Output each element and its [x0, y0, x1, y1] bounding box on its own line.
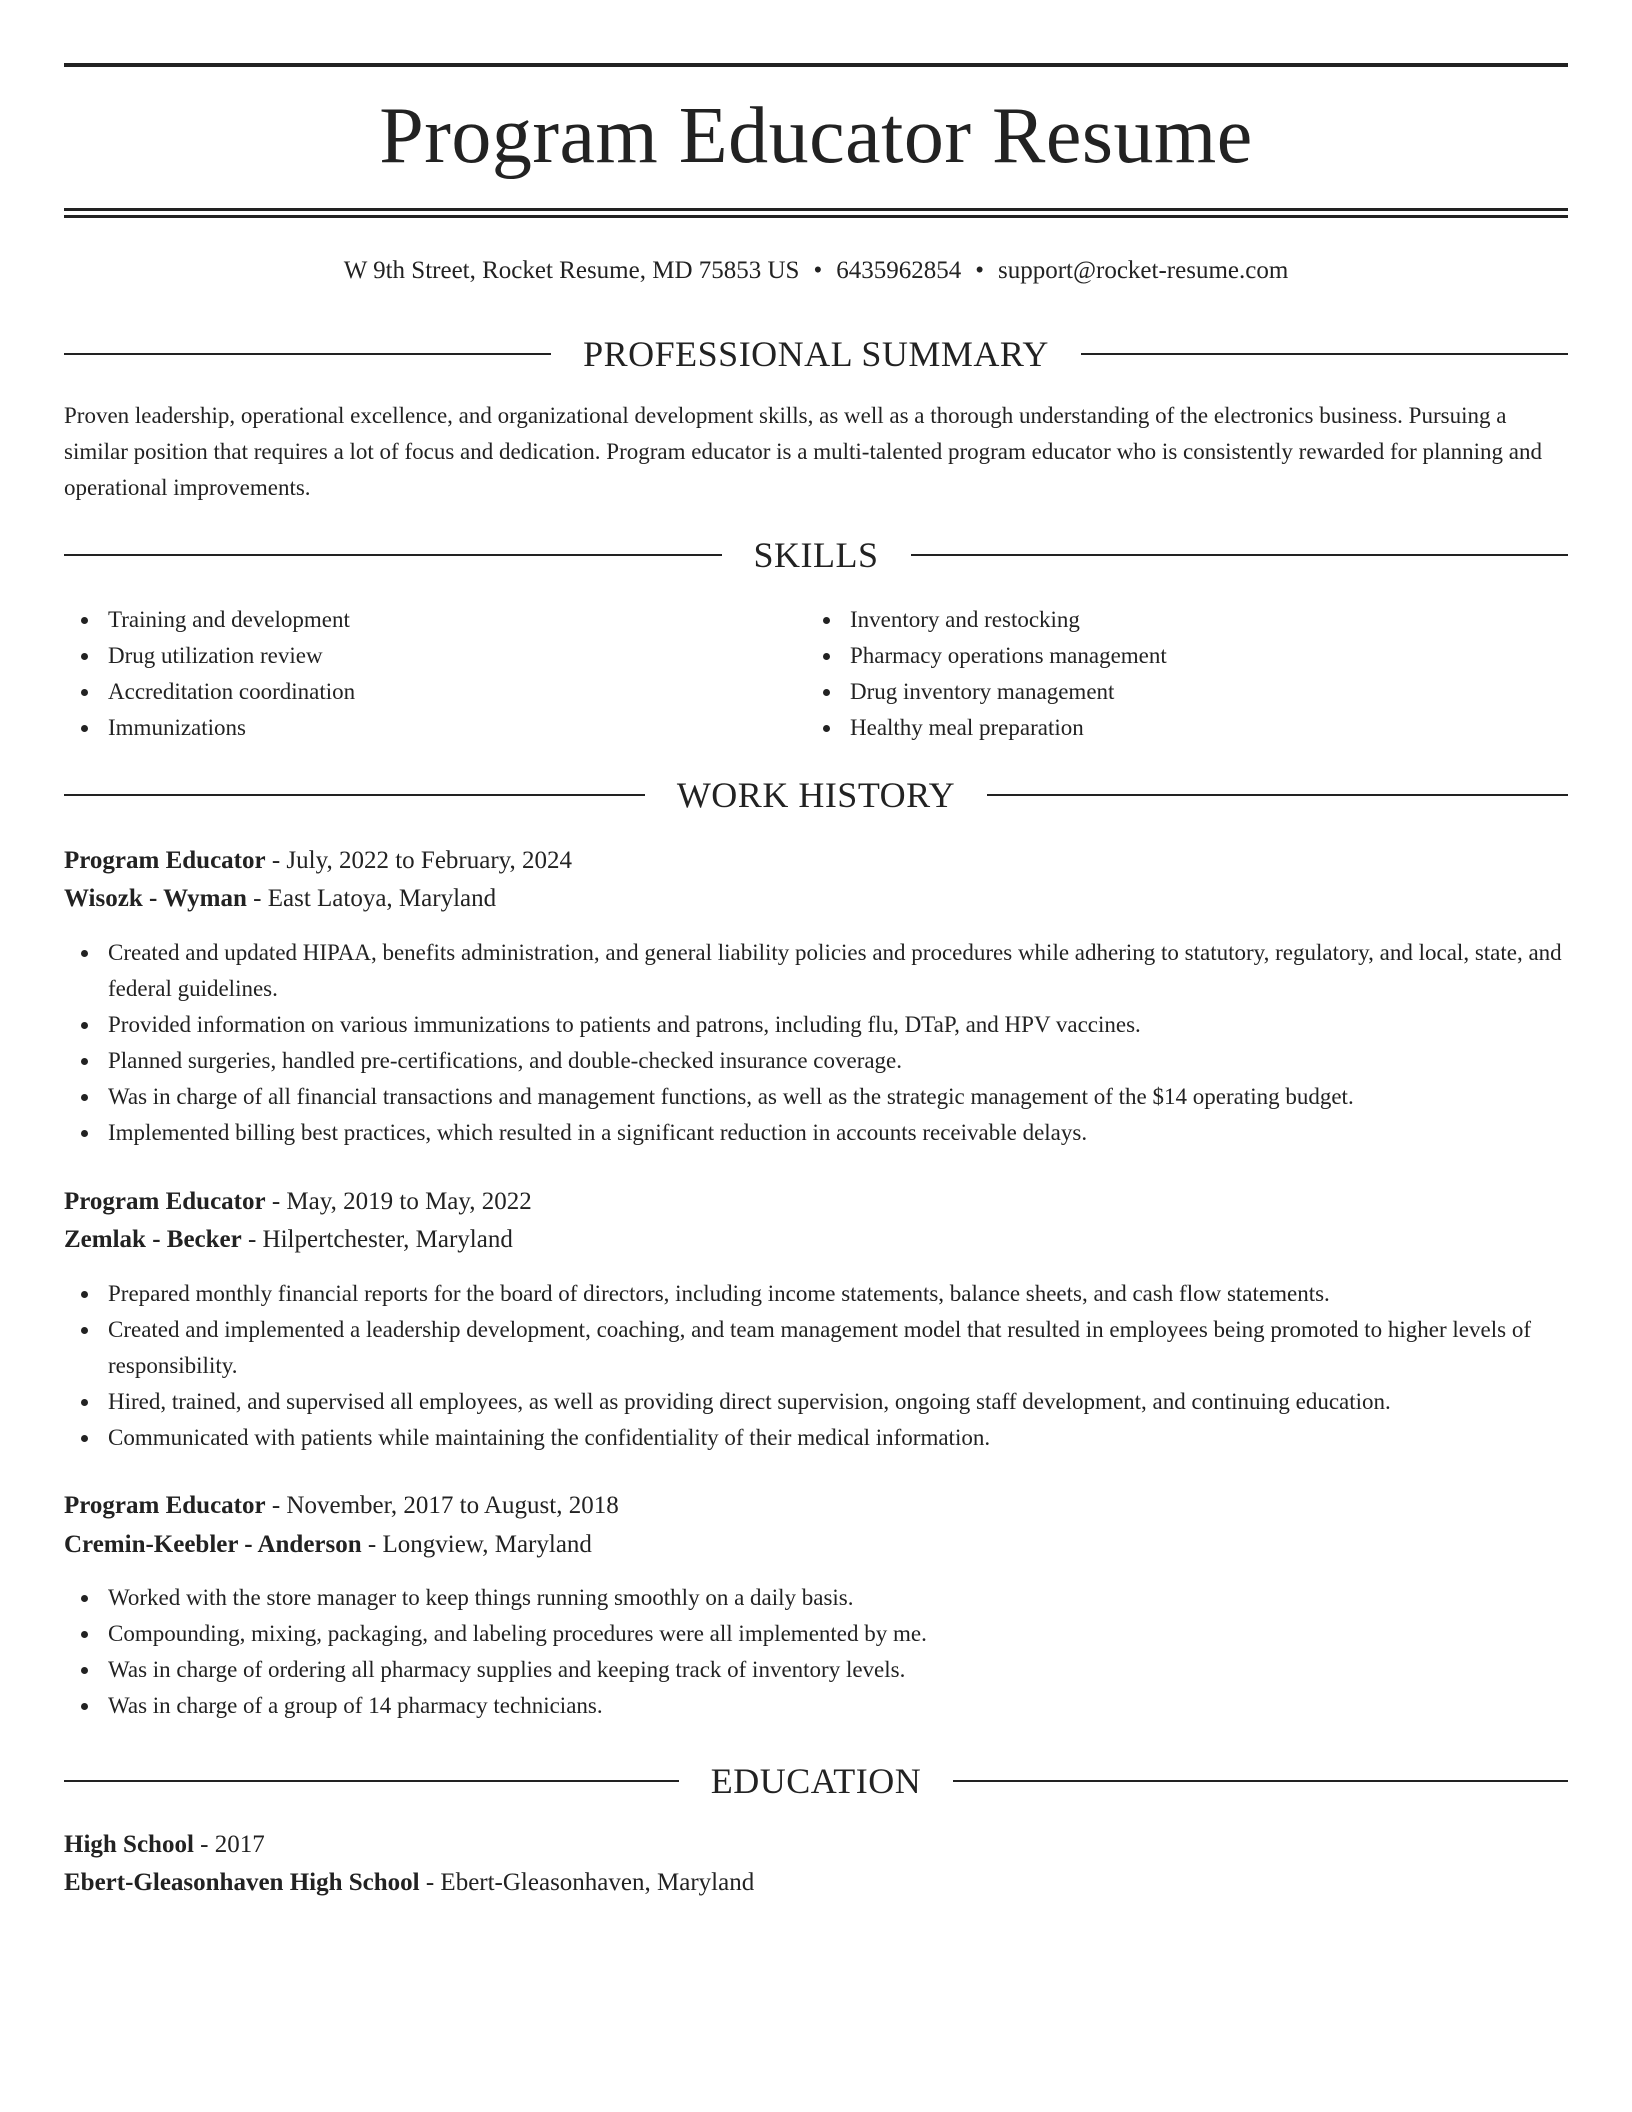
- skills-list-left: [64, 602, 804, 746]
- job-bullet: [64, 1079, 1568, 1115]
- heading-rule-left: [64, 554, 722, 556]
- bullet-dot: [81, 725, 88, 732]
- heading-rule-right: [911, 554, 1569, 556]
- job-bullet: [64, 1420, 1568, 1456]
- job-bullet-text: Worked with the store manager to keep things running smoothly on a daily basis.: [108, 1585, 854, 1610]
- summary-heading: [64, 332, 1568, 376]
- job-bullets: [64, 935, 1568, 1151]
- skill-item: [64, 602, 804, 638]
- job-company: Wisozk - Wyman: [64, 885, 247, 912]
- title-rule-lower: [64, 215, 1568, 218]
- job-title: Program Educator: [64, 847, 266, 874]
- bullet-dot: [81, 1022, 88, 1029]
- heading-rule-right: [1081, 353, 1568, 355]
- job-bullet: [64, 1043, 1568, 1079]
- job-bullet: [64, 1652, 1568, 1688]
- summary-text: Proven leadership, operational excellence, and organizational development skills, as well as a thorough understanding of the electronics business. Pursuing a similar position that requires a lot of focus and dedication. Program educator is a multi-talented program educator who is consistently rewarded for planning and operational improvements.: [64, 403, 1542, 500]
- skill-item: [806, 710, 1568, 746]
- top-rule: [64, 63, 1568, 67]
- job-bullet-text: Prepared monthly financial reports for the board of directors, including income statements, balance sheets, and cash flow statements.: [108, 1281, 1330, 1306]
- job-bullet-text: Provided information on various immunizations to patients and patrons, including flu, DTaP, and HPV vaccines.: [108, 1012, 1141, 1037]
- contact-line: [64, 254, 1568, 288]
- skill-label: Inventory and restocking: [850, 607, 1080, 632]
- job-bullet-text: Planned surgeries, handled pre-certifications, and double-checked insurance coverage.: [108, 1048, 903, 1073]
- bullet-dot: [81, 1130, 88, 1137]
- job-dates: - July, 2022 to February, 2024: [265, 847, 573, 874]
- job-title-line: [64, 1487, 1568, 1525]
- education-heading-label: EDUCATION: [710, 1761, 922, 1801]
- job-bullet: [64, 1007, 1568, 1043]
- job-bullet: [64, 1115, 1568, 1151]
- contact-separator: •: [975, 257, 984, 284]
- job-bullet-text: Communicated with patients while maintaining the confidentiality of their medical information.: [108, 1425, 991, 1450]
- job-bullet: [64, 1580, 1568, 1616]
- job-bullet-text: Was in charge of all financial transactions and management functions, as well as the strategic management of the $14 operating budget.: [108, 1084, 1354, 1109]
- heading-rule-right: [987, 794, 1568, 796]
- job-bullet: [64, 1312, 1568, 1384]
- skill-item: [64, 674, 804, 710]
- education-heading: [64, 1759, 1568, 1803]
- work-heading: [64, 773, 1568, 817]
- job-company-line: [64, 880, 1568, 918]
- page-title: Program Educator Resume: [379, 92, 1253, 180]
- job-company: Zemlak - Becker: [64, 1226, 242, 1253]
- job-company-line: [64, 1221, 1568, 1259]
- title-rule-upper: [64, 208, 1568, 211]
- skill-label: Pharmacy operations management: [850, 643, 1167, 668]
- bullet-dot: [823, 653, 830, 660]
- heading-rule-right: [953, 1780, 1568, 1782]
- education-year: - 2017: [193, 1831, 265, 1858]
- job-bullet-text: Created and implemented a leadership development, coaching, and team management model that resulted in employees being promoted to higher levels of responsibility.: [108, 1317, 1531, 1378]
- bullet-dot: [81, 653, 88, 660]
- skill-label: Healthy meal preparation: [850, 715, 1084, 740]
- skills-list-right: [806, 602, 1568, 746]
- bullet-dot: [81, 689, 88, 696]
- skill-item: [64, 638, 804, 674]
- job-bullet: [64, 1616, 1568, 1652]
- job-title-line: [64, 1183, 1568, 1221]
- heading-rule-left: [64, 353, 551, 355]
- skill-item: [806, 602, 1568, 638]
- job-title: Program Educator: [64, 1492, 266, 1519]
- heading-rule-left: [64, 794, 645, 796]
- bullet-dot: [81, 1399, 88, 1406]
- job-bullet: [64, 935, 1568, 1007]
- job-location: - Longview, Maryland: [361, 1531, 592, 1558]
- education-school-line: [64, 1864, 1568, 1902]
- job-location: - Hilpertchester, Maryland: [241, 1226, 513, 1253]
- job-dates: - May, 2019 to May, 2022: [265, 1188, 532, 1215]
- bullet-dot: [823, 689, 830, 696]
- bullet-dot: [81, 1058, 88, 1065]
- job-location: - East Latoya, Maryland: [246, 885, 497, 912]
- contact-email: support@rocket-resume.com: [997, 257, 1289, 284]
- job-bullets: [64, 1580, 1568, 1724]
- bullet-dot: [81, 950, 88, 957]
- job-bullet: [64, 1384, 1568, 1420]
- job-bullet-text: Was in charge of ordering all pharmacy supplies and keeping track of inventory levels.: [108, 1657, 906, 1682]
- job-bullet-text: Hired, trained, and supervised all employees, as well as providing direct supervision, ongoing staff development, and continuing education.: [108, 1389, 1391, 1414]
- bullet-dot: [81, 1667, 88, 1674]
- job-title: Program Educator: [64, 1188, 266, 1215]
- job-company: Cremin-Keebler - Anderson: [64, 1531, 362, 1558]
- skill-item: [806, 674, 1568, 710]
- job-bullet-text: Was in charge of a group of 14 pharmacy technicians.: [108, 1693, 603, 1718]
- skills-heading-label: SKILLS: [753, 535, 879, 575]
- bullet-dot: [823, 725, 830, 732]
- job-dates: - November, 2017 to August, 2018: [265, 1492, 619, 1519]
- education-school: Ebert-Gleasonhaven High School: [64, 1869, 420, 1896]
- bullet-dot: [81, 1327, 88, 1334]
- education-degree: High School: [64, 1831, 194, 1858]
- bullet-dot: [81, 617, 88, 624]
- summary-heading-label: PROFESSIONAL SUMMARY: [583, 334, 1049, 374]
- bullet-dot: [81, 1703, 88, 1710]
- work-heading-label: WORK HISTORY: [676, 775, 956, 815]
- bullet-dot: [81, 1291, 88, 1298]
- job-bullets: [64, 1276, 1568, 1456]
- skill-label: Drug utilization review: [108, 643, 323, 668]
- contact-phone: 6435962854: [836, 257, 962, 284]
- job-bullet-text: Implemented billing best practices, which resulted in a significant reduction in accounts receivable delays.: [108, 1120, 1088, 1145]
- skill-item: [64, 710, 804, 746]
- job-company-line: [64, 1526, 1568, 1564]
- contact-separator: •: [813, 257, 823, 284]
- skill-label: Drug inventory management: [850, 679, 1115, 704]
- job-title-line: [64, 842, 1568, 880]
- heading-rule-left: [64, 1780, 679, 1782]
- contact-address: W 9th Street, Rocket Resume, MD 75853 US: [343, 257, 800, 284]
- job-bullet-text: Compounding, mixing, packaging, and labeling procedures were all implemented by me.: [108, 1621, 927, 1646]
- bullet-dot: [81, 1094, 88, 1101]
- job-bullet-text: Created and updated HIPAA, benefits administration, and general liability policies and procedures while adhering to statutory, regulatory, and local, state, and federal guidelines.: [108, 940, 1562, 1001]
- bullet-dot: [81, 1595, 88, 1602]
- skill-item: [806, 638, 1568, 674]
- job-bullet: [64, 1276, 1568, 1312]
- education-degree-line: [64, 1826, 1568, 1864]
- bullet-dot: [823, 617, 830, 624]
- bullet-dot: [81, 1435, 88, 1442]
- job-bullet: [64, 1688, 1568, 1724]
- skills-heading: [64, 533, 1568, 577]
- bullet-dot: [81, 1631, 88, 1638]
- education-location: - Ebert-Gleasonhaven, Maryland: [419, 1869, 755, 1896]
- skill-label: Immunizations: [108, 715, 246, 740]
- skill-label: Training and development: [108, 607, 350, 632]
- skill-label: Accreditation coordination: [108, 679, 356, 704]
